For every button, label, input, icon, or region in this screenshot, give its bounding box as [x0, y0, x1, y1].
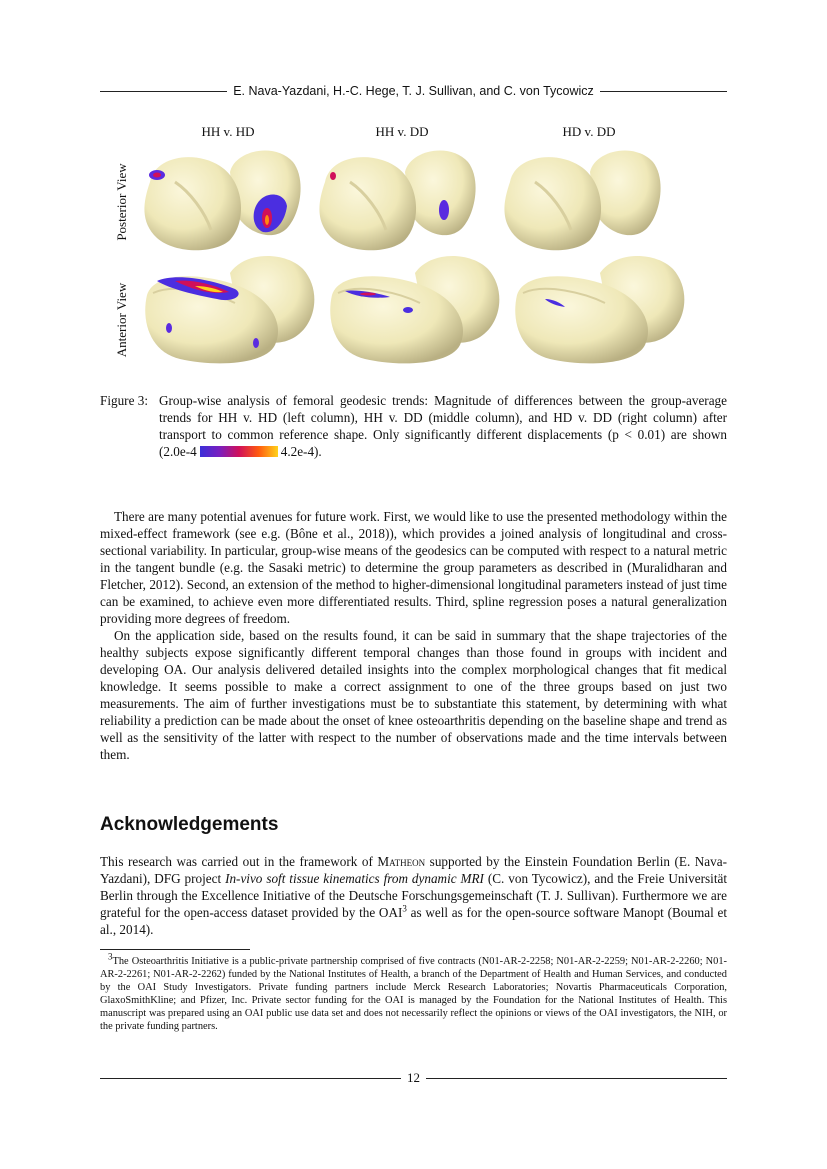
bone-posterior-hd-dd — [495, 142, 665, 257]
footnote-mark: 3 — [108, 951, 113, 962]
caption-range-max: 4.2e-4). — [280, 444, 322, 459]
acknowledgements-text — [100, 853, 727, 938]
diff-patch — [253, 338, 259, 348]
colorbar — [200, 446, 278, 457]
footnote-rule — [100, 949, 250, 950]
footnote — [100, 951, 727, 1033]
bone-posterior-hh-dd — [310, 142, 480, 257]
ack-project-title: In-vivo soft tissue kinematics from dynamic MRI — [225, 871, 484, 886]
ack-text-3: (C. von Tycowicz), and the Freie Universität Berlin through the Excellence Initiative of the Deutsche Forschungsgemeinschaft (T. J. Sullivan). Furthermore we are grateful for the open-access dataset provided by the OAI — [100, 871, 727, 920]
footnote-marker: 3 — [402, 903, 407, 914]
paragraph-future-work: There are many potential avenues for future work. First, we would like to use the presented methodology within the mixed-effect framework (see e.g. (Bône et al., 2018)), which provides a joined analysis of longitudinal and cross-sectional variability. In particular, group-wise means of the geodesics can be computed with respect to a natural metric in the tangent bundle (e.g. the Sasaki metric) to determine the group parameters as described in (Muralidharan and Fletcher, 2012). Second, an extension of the method to higher-dimensional longitudinal parameters instead of just time can be examined, to achieve even more differentiated results. Third, spline regression poses a natural generalization providing more degrees of freedom. — [100, 509, 727, 626]
running-header — [100, 82, 727, 100]
ack-text-2: supported by the Einstein Foundation Berlin (E. Nava-Yazdani), DFG project — [100, 854, 727, 886]
figure-caption — [100, 392, 727, 460]
bone-anterior-hh-dd — [320, 253, 510, 368]
paragraph-application: On the application side, based on the results found, it can be said in summary that the shape trajectories of the healthy subjects expose significantly different temporal changes than those found in groups with incident and developing OA. Our analysis delivered detailed insights into the complex morphological changes that fit medical knowledge. It seems possible to make a correct assignment to one of the three groups based on just two measurements. The aim of further investigations must be to substantiate this statement, by determining with what reliability a prediction can be made about the onset of knee osteoarthritis depending on the baseline shape and trend as well as the sensitivity of the latter with respect to the number of observations made and the time intervals between them. — [100, 628, 727, 762]
diff-patch — [330, 172, 336, 180]
page-number: 12 — [407, 1070, 420, 1085]
header-rule-left — [100, 91, 227, 92]
acknowledgements-heading: Acknowledgements — [100, 814, 279, 835]
ack-matheon: Matheon — [377, 854, 426, 869]
column-title-hd-dd: HD v. DD — [562, 124, 616, 139]
ack-text-4: as well as for the open-source software Manopt (Boumal et al., 2014). — [100, 905, 727, 937]
diff-patch — [439, 200, 449, 220]
diff-patch — [360, 293, 376, 296]
ack-text-1: This research was carried out in the framework of — [100, 854, 378, 869]
header-rule-right — [600, 91, 727, 92]
bone-anterior-hd-dd — [505, 253, 695, 368]
caption-range-min: (2.0e-4 — [159, 444, 197, 459]
column-title-hh-dd: HH v. DD — [375, 124, 429, 139]
diff-patch — [403, 307, 413, 313]
body-text — [100, 508, 727, 763]
footnote-text: The Osteoarthritis Initiative is a public-private partnership comprised of five contracts (N01-AR-2-2258; N01-AR-2-2259; N01-AR-2-2260; N01-AR-2-2261; N01-AR-2-2262) funded by the National Institutes of Health, a branch of the Department of Health and Human Services, and conducted by the OAI Study Investigators. Private funding partners include Merck Research Laboratories; Novartis Pharmaceuticals Corporation, GlaxoSmithKline; and Pfizer, Inc. Private sector funding for the OAI is managed by the Foundation for the National Institutes of Health. This manuscript was prepared using an OAI public use data set and does not necessarily reflect the opinions or views of the OAI investigators, the NIH, or the private funding partners. — [100, 956, 727, 1032]
column-title-hh-hd: HH v. HD — [201, 124, 255, 139]
bone-anterior-hh-hd — [135, 253, 325, 368]
diff-patch — [265, 215, 269, 225]
caption-text-block — [159, 392, 727, 460]
figure-3 — [100, 120, 727, 378]
page-footer — [100, 1069, 727, 1087]
diff-patch — [166, 323, 172, 333]
row-label-posterior: Posterior View — [114, 163, 129, 241]
footer-rule-left — [100, 1078, 401, 1079]
footer-rule-right — [426, 1078, 727, 1079]
header-authors: E. Nava-Yazdani, H.-C. Hege, T. J. Sullivan, and C. von Tycowicz — [233, 84, 594, 98]
caption-label: Figure 3: — [100, 393, 148, 408]
diff-patch — [153, 173, 161, 178]
bone-posterior-hh-hd — [135, 142, 305, 257]
row-label-anterior: Anterior View — [114, 282, 129, 358]
caption-text: Group-wise analysis of femoral geodesic trends: Magnitude of differences between the group-average trends for HH v. HD (left column), HH v. DD (middle column), and HD v. DD (right column) after transport to common reference shape. Only significantly different displacements (p < 0.01) are shown — [159, 393, 727, 442]
